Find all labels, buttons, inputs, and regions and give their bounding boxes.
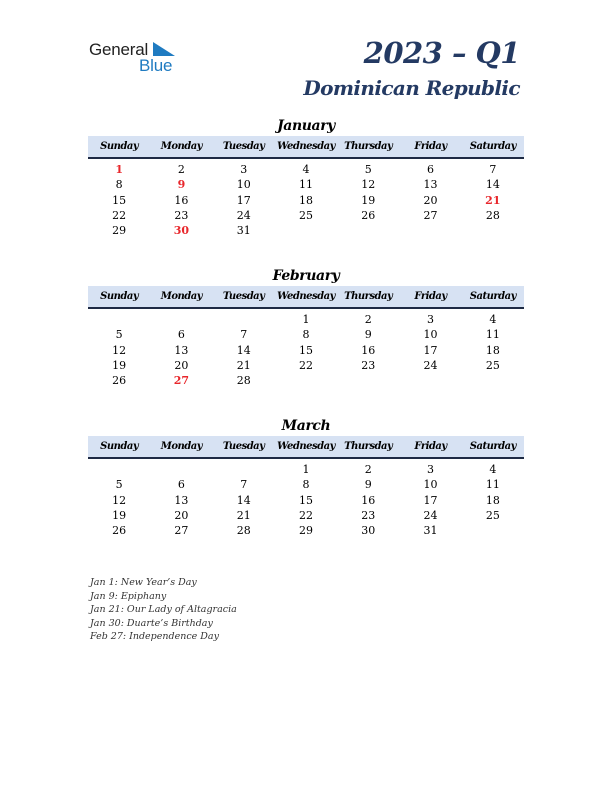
day-cell xyxy=(275,373,337,388)
generalblue-logo xyxy=(89,40,189,76)
weekday-label: Friday xyxy=(414,441,447,452)
day-cell xyxy=(213,462,275,477)
month-weeks xyxy=(88,159,524,238)
weekday-label: Friday xyxy=(414,291,447,302)
month-calendar xyxy=(88,116,524,238)
week-row xyxy=(88,223,524,238)
day-cell: 26 xyxy=(361,208,376,222)
day-cell: 4 xyxy=(489,463,497,476)
day-cell: 25 xyxy=(485,508,500,522)
holiday-note: Jan 9: Epiphany xyxy=(90,590,167,602)
day-cell: 26 xyxy=(112,374,127,388)
weekday-header xyxy=(88,436,524,459)
day-cell: 10 xyxy=(423,328,438,342)
day-cell: 6 xyxy=(177,328,185,342)
day-cell: 22 xyxy=(298,508,313,522)
week-row xyxy=(88,193,524,208)
weekday-label: Thursday xyxy=(344,291,393,302)
week-row xyxy=(88,312,524,327)
day-cell: 22 xyxy=(298,358,313,372)
day-cell: 15 xyxy=(298,493,313,507)
day-cell: 2 xyxy=(364,313,372,326)
day-cell: 24 xyxy=(423,508,438,522)
day-cell: 21 xyxy=(236,358,251,372)
day-cell: 24 xyxy=(423,358,438,372)
day-cell: 5 xyxy=(364,163,372,176)
day-cell: 20 xyxy=(423,193,438,207)
month-calendar xyxy=(88,266,524,388)
weekday-label: Thursday xyxy=(344,441,393,452)
day-cell: 3 xyxy=(240,163,248,176)
holiday-note: Jan 30: Duarte’s Birthday xyxy=(90,617,213,629)
week-row xyxy=(88,327,524,342)
day-cell: 10 xyxy=(236,178,251,192)
day-cell: 24 xyxy=(236,208,251,222)
day-cell: 6 xyxy=(177,478,185,492)
holiday-note: Feb 27: Independence Day xyxy=(90,631,219,643)
day-cell: 19 xyxy=(112,508,127,522)
holiday-notes xyxy=(90,576,237,644)
day-cell: 8 xyxy=(302,478,310,492)
day-cell: 21 xyxy=(236,508,251,522)
day-cell: 11 xyxy=(485,478,500,492)
day-cell: 16 xyxy=(174,193,189,207)
day-cell: 9 xyxy=(364,478,372,492)
week-row xyxy=(88,358,524,373)
day-cell: 12 xyxy=(112,343,127,357)
weekday-label: Tuesday xyxy=(222,291,265,302)
day-cell: 18 xyxy=(298,193,313,207)
weekday-label: Monday xyxy=(160,291,203,302)
holiday-day-cell: 1 xyxy=(115,163,123,176)
week-row xyxy=(88,493,524,508)
day-cell: 17 xyxy=(236,193,251,207)
week-row xyxy=(88,373,524,388)
day-cell xyxy=(462,223,524,238)
day-cell xyxy=(462,373,524,388)
day-cell: 26 xyxy=(112,524,127,538)
day-cell: 8 xyxy=(115,178,123,192)
day-cell: 14 xyxy=(236,493,251,507)
page-title: 2023 – Q1 xyxy=(363,36,520,70)
week-row xyxy=(88,177,524,192)
day-cell: 1 xyxy=(302,313,310,326)
day-cell: 7 xyxy=(489,163,497,176)
week-row xyxy=(88,477,524,492)
day-cell: 3 xyxy=(427,463,435,476)
logo-triangle-icon xyxy=(153,42,175,56)
day-cell: 5 xyxy=(115,478,123,492)
holiday-day-cell: 21 xyxy=(485,193,501,207)
day-cell: 12 xyxy=(112,493,127,507)
weekday-label: Saturday xyxy=(469,141,516,152)
day-cell: 30 xyxy=(361,524,376,538)
day-cell: 14 xyxy=(485,178,500,192)
day-cell: 20 xyxy=(174,358,189,372)
day-cell: 11 xyxy=(298,178,313,192)
holiday-note: Jan 21: Our Lady of Altagracia xyxy=(90,604,237,616)
month-weeks xyxy=(88,459,524,538)
month-name: February xyxy=(272,268,340,284)
day-cell: 12 xyxy=(361,178,376,192)
day-cell: 23 xyxy=(174,208,189,222)
day-cell xyxy=(462,523,524,538)
weekday-label: Tuesday xyxy=(222,441,265,452)
day-cell xyxy=(337,223,399,238)
week-row xyxy=(88,208,524,223)
holiday-day-cell: 9 xyxy=(177,178,186,192)
day-cell: 7 xyxy=(240,478,248,492)
weekday-header xyxy=(88,286,524,309)
weekday-label: Wednesday xyxy=(277,291,335,302)
day-cell: 16 xyxy=(361,343,376,357)
day-cell: 20 xyxy=(174,508,189,522)
day-cell: 13 xyxy=(423,178,438,192)
day-cell: 14 xyxy=(236,343,251,357)
day-cell xyxy=(88,312,150,327)
day-cell: 25 xyxy=(485,358,500,372)
day-cell: 31 xyxy=(236,224,251,238)
day-cell: 23 xyxy=(361,508,376,522)
day-cell: 11 xyxy=(485,328,500,342)
country-subtitle: Dominican Republic xyxy=(303,76,520,100)
holiday-day-cell: 27 xyxy=(173,374,190,388)
month-name: January xyxy=(277,118,335,134)
day-cell xyxy=(399,373,461,388)
day-cell: 28 xyxy=(236,374,251,388)
day-cell: 8 xyxy=(302,328,310,342)
weekday-label: Monday xyxy=(160,441,203,452)
day-cell: 2 xyxy=(364,463,372,476)
day-cell xyxy=(399,223,461,238)
holiday-note: Jan 1: New Year’s Day xyxy=(90,577,197,588)
day-cell: 4 xyxy=(489,313,497,326)
month-calendar xyxy=(88,416,524,538)
day-cell: 27 xyxy=(174,524,189,538)
day-cell: 29 xyxy=(112,224,127,238)
month-weeks xyxy=(88,309,524,388)
weekday-label: Saturday xyxy=(469,441,516,452)
day-cell: 28 xyxy=(485,208,500,222)
day-cell: 29 xyxy=(298,524,313,538)
weekday-label: Wednesday xyxy=(277,441,335,452)
day-cell: 23 xyxy=(361,358,376,372)
day-cell: 19 xyxy=(361,193,376,207)
day-cell xyxy=(150,462,212,477)
day-cell: 15 xyxy=(298,343,313,357)
day-cell: 18 xyxy=(485,493,500,507)
day-cell: 9 xyxy=(364,328,372,342)
day-cell xyxy=(275,223,337,238)
day-cell xyxy=(213,312,275,327)
day-cell: 13 xyxy=(174,493,189,507)
day-cell: 18 xyxy=(485,343,500,357)
week-row xyxy=(88,162,524,177)
day-cell: 28 xyxy=(236,524,251,538)
weekday-label: Sunday xyxy=(100,291,139,302)
weekday-label: Friday xyxy=(414,141,447,152)
logo-general-text: General xyxy=(89,40,149,59)
day-cell: 6 xyxy=(427,163,435,176)
day-cell: 13 xyxy=(174,343,189,357)
day-cell: 7 xyxy=(240,328,248,342)
day-cell xyxy=(88,462,150,477)
day-cell: 17 xyxy=(423,493,438,507)
week-row xyxy=(88,523,524,538)
day-cell: 15 xyxy=(112,193,127,207)
weekday-label: Wednesday xyxy=(277,141,335,152)
weekday-label: Monday xyxy=(160,141,203,152)
weekday-label: Sunday xyxy=(100,441,139,452)
day-cell: 27 xyxy=(423,208,438,222)
day-cell: 16 xyxy=(361,493,376,507)
day-cell: 25 xyxy=(298,208,313,222)
day-cell: 10 xyxy=(423,478,438,492)
weekday-header xyxy=(88,136,524,159)
day-cell: 17 xyxy=(423,343,438,357)
week-row xyxy=(88,508,524,523)
weekday-label: Thursday xyxy=(344,141,393,152)
day-cell: 3 xyxy=(427,313,435,326)
day-cell: 1 xyxy=(302,463,310,476)
day-cell: 31 xyxy=(423,524,438,538)
weekday-label: Saturday xyxy=(469,291,516,302)
day-cell: 19 xyxy=(112,358,127,372)
day-cell xyxy=(337,373,399,388)
day-cell xyxy=(150,312,212,327)
logo-blue-text: Blue xyxy=(139,56,173,75)
day-cell: 5 xyxy=(115,328,123,342)
day-cell: 22 xyxy=(112,208,127,222)
week-row xyxy=(88,343,524,358)
day-cell: 2 xyxy=(177,163,185,176)
weekday-label: Sunday xyxy=(100,141,139,152)
holiday-day-cell: 30 xyxy=(173,224,190,238)
week-row xyxy=(88,462,524,477)
weekday-label: Tuesday xyxy=(222,141,265,152)
month-name: March xyxy=(281,418,331,434)
day-cell: 4 xyxy=(302,163,310,176)
